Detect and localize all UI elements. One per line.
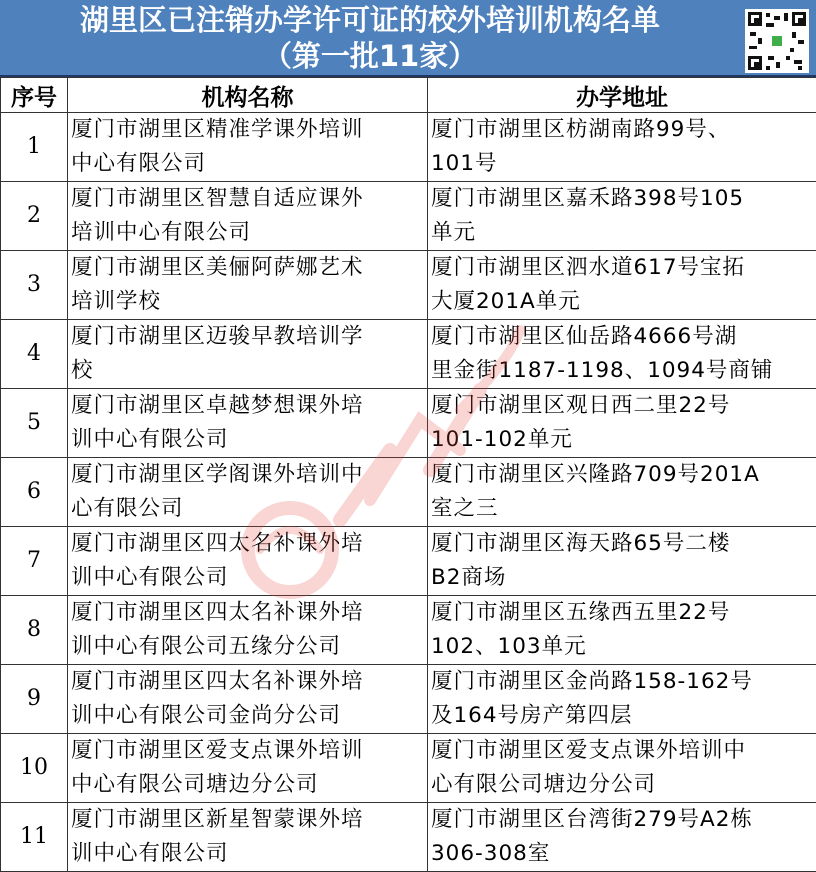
- table-header-row: [1, 78, 816, 113]
- institution-address-line: 厦门市湖里区观日西二里22号: [431, 393, 731, 418]
- qr-center-logo-icon: [770, 34, 784, 48]
- institution-address-line: 单元: [431, 220, 477, 245]
- row-index: 6: [1, 458, 68, 527]
- institution-name-line: 厦门市湖里区四太名补课外培: [71, 669, 364, 694]
- row-index: 2: [1, 182, 68, 251]
- table-row: [1, 182, 816, 251]
- institution-address: [428, 665, 816, 734]
- institution-address-line: 厦门市湖里区嘉禾路398号105: [431, 186, 745, 211]
- institution-address-line: 大厦201A单元: [431, 289, 581, 314]
- table-row: [1, 389, 816, 458]
- table-row: [1, 527, 816, 596]
- institution-address-line: 厦门市湖里区泗水道617号宝拓: [431, 255, 746, 280]
- institution-address-line: 及164号房产第四层: [431, 703, 633, 728]
- row-index: 9: [1, 665, 68, 734]
- row-index: 5: [1, 389, 68, 458]
- institution-address: [428, 527, 816, 596]
- institution-address-line: 厦门市湖里区金尚路158-162号: [431, 669, 753, 694]
- table-row: [1, 113, 816, 182]
- institution-name-line: 厦门市湖里区新星智蒙课外培: [71, 807, 364, 832]
- row-index: 4: [1, 320, 68, 389]
- table-row: [1, 596, 816, 665]
- institution-name-line: 厦门市湖里区美俪阿萨娜艺术: [71, 255, 364, 280]
- institution-name: [68, 389, 428, 458]
- table-row: [1, 251, 816, 320]
- institution-name-line: 厦门市湖里区四太名补课外培: [71, 531, 364, 556]
- institution-address: [428, 734, 816, 803]
- institution-address: [428, 596, 816, 665]
- institution-name-line: 厦门市湖里区迈骏早教培训学: [71, 324, 364, 349]
- institution-address-line: 101号: [431, 151, 498, 176]
- institution-address-line: 厦门市湖里区爱支点课外培训中: [431, 738, 747, 763]
- institution-name-line: 训中心有限公司: [71, 565, 229, 590]
- institution-address-line: 厦门市湖里区台湾街279号A2栋: [431, 807, 753, 832]
- institution-address-line: 厦门市湖里区五缘西五里22号: [431, 600, 731, 625]
- institution-name-line: 厦门市湖里区卓越梦想课外培: [71, 393, 364, 418]
- institution-address-line: 室之三: [431, 496, 499, 521]
- institution-name-line: 培训学校: [71, 289, 162, 314]
- qr-code-icon: [745, 9, 809, 73]
- institution-name-line: 校: [71, 358, 94, 383]
- institution-name-line: 厦门市湖里区爱支点课外培训: [71, 738, 364, 763]
- institution-address: [428, 113, 816, 182]
- table-row: [1, 320, 816, 389]
- institution-name-line: 训中心有限公司: [71, 841, 229, 866]
- institution-name: [68, 320, 428, 389]
- institution-name: [68, 113, 428, 182]
- institution-name-line: 训中心有限公司五缘分公司: [71, 634, 342, 659]
- institution-address-line: 厦门市湖里区海天路65号二楼: [431, 531, 731, 556]
- title-banner: [0, 0, 816, 77]
- institution-name-line: 厦门市湖里区精准学课外培训: [71, 117, 364, 142]
- institution-name-line: 训中心有限公司: [71, 427, 229, 452]
- row-index: 7: [1, 527, 68, 596]
- institution-name: [68, 734, 428, 803]
- institution-address-line: 厦门市湖里区枋湖南路99号、: [431, 117, 731, 142]
- institution-name: [68, 665, 428, 734]
- institution-name: [68, 527, 428, 596]
- institution-address: [428, 458, 816, 527]
- institution-address: [428, 803, 816, 872]
- institution-name-line: 培训中心有限公司: [71, 220, 252, 245]
- row-index: 1: [1, 113, 68, 182]
- institution-address: [428, 389, 816, 458]
- header-name: 机构名称: [68, 78, 428, 113]
- institution-name-line: 厦门市湖里区学阁课外培训中: [71, 462, 364, 487]
- institution-address-line: 306-308室: [431, 841, 551, 866]
- table-row: [1, 803, 816, 872]
- institution-name: [68, 251, 428, 320]
- page-subtitle: （第一批11家）: [262, 39, 478, 73]
- institution-name: [68, 458, 428, 527]
- institution-name-line: 中心有限公司塘边分公司: [71, 772, 319, 797]
- institution-name-line: 厦门市湖里区智慧自适应课外: [71, 186, 364, 211]
- institution-table: [0, 77, 816, 872]
- row-index: 10: [1, 734, 68, 803]
- page-title: 湖里区已注销办学许可证的校外培训机构名单: [79, 3, 660, 37]
- institution-address-line: 里金街1187-1198、1094号商铺: [431, 358, 774, 383]
- institution-address-line: 101-102单元: [431, 427, 573, 452]
- institution-address-line: 厦门市湖里区仙岳路4666号湖: [431, 324, 738, 349]
- institution-address-line: 心有限公司塘边分公司: [431, 772, 657, 797]
- institution-name: [68, 182, 428, 251]
- institution-address: [428, 182, 816, 251]
- institution-name-line: 中心有限公司: [71, 151, 207, 176]
- institution-name-line: 心有限公司: [71, 496, 184, 521]
- institution-address: [428, 320, 816, 389]
- institution-name-line: 训中心有限公司金尚分公司: [71, 703, 342, 728]
- header-address: 办学地址: [428, 78, 816, 113]
- row-index: 11: [1, 803, 68, 872]
- table-row: [1, 734, 816, 803]
- table-row: [1, 458, 816, 527]
- institution-address-line: 102、103单元: [431, 634, 587, 659]
- institution-name: [68, 596, 428, 665]
- institution-address-line: B2商场: [431, 565, 507, 590]
- institution-address-line: 厦门市湖里区兴隆路709号201A: [431, 462, 760, 487]
- row-index: 8: [1, 596, 68, 665]
- institution-name: [68, 803, 428, 872]
- institution-address: [428, 251, 816, 320]
- header-index: 序号: [1, 78, 68, 113]
- row-index: 3: [1, 251, 68, 320]
- table-row: [1, 665, 816, 734]
- institution-name-line: 厦门市湖里区四太名补课外培: [71, 600, 364, 625]
